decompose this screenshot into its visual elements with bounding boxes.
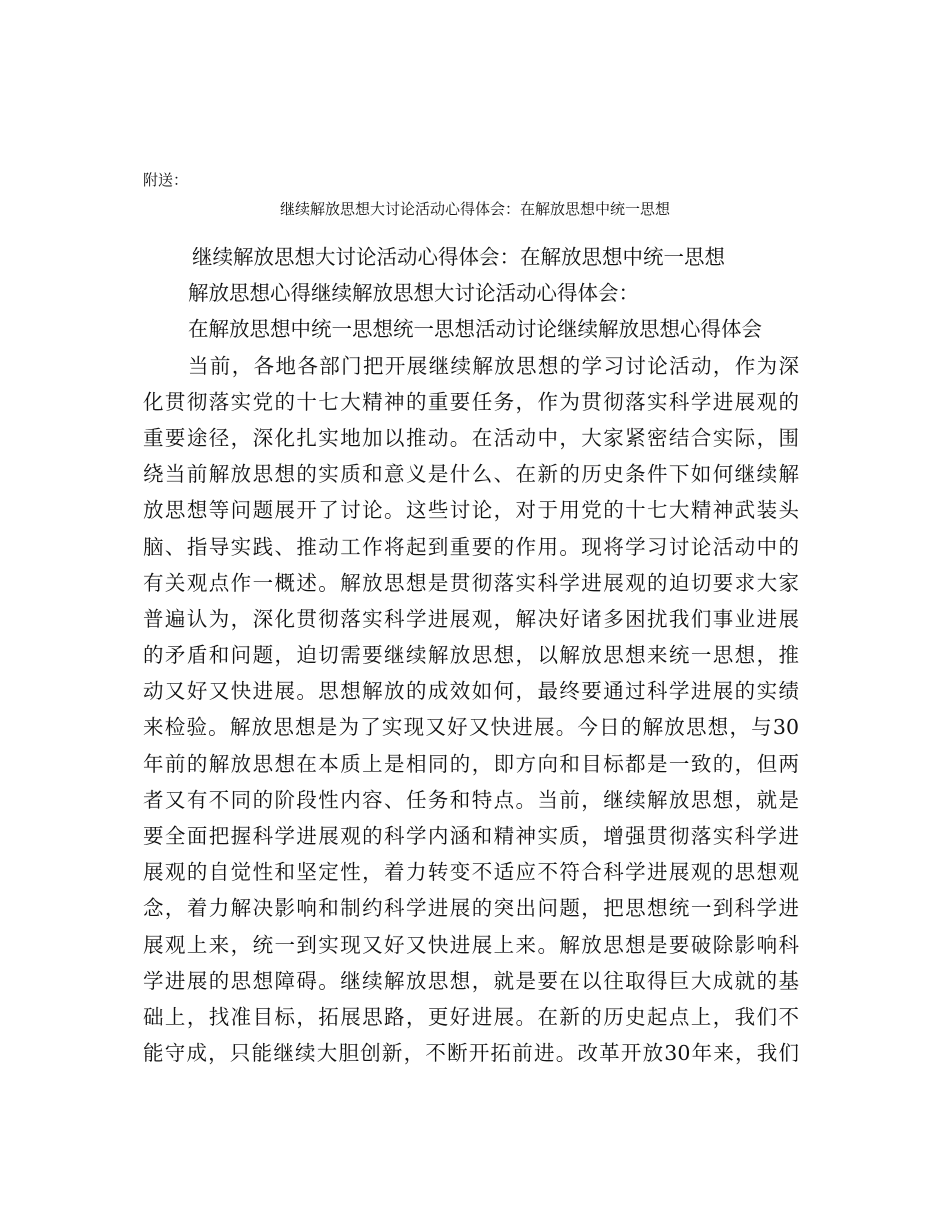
paragraph-line: 念，着力解决影响和制约科学进展的突出问题，把思想统一到科学进 — [143, 896, 799, 921]
paragraph-line: 学进展的思想障碍。继续解放思想，就是要在以往取得巨大成就的基 — [143, 968, 799, 993]
paragraph-line: 有关观点作一概述。解放思想是贯彻落实科学进展观的迫切要求大家 — [143, 570, 799, 595]
paragraph-line: 础上，找准目标，拓展思路，更好进展。在新的历史起点上，我们不 — [143, 1004, 799, 1029]
paragraph-line: 要全面把握科学进展观的科学内涵和精神实质，增强贯彻落实科学进 — [143, 824, 799, 848]
attachment-label: 附送： — [143, 171, 189, 189]
paragraph-line: 化贯彻落实党的十七大精神的重要任务，作为贯彻落实科学进展观的 — [143, 389, 799, 414]
paragraph-line: 者又有不同的阶段性内容、任务和特点。当前，继续解放思想，就是 — [143, 787, 799, 812]
paragraph-line: 当前，各地各部门把开展继续解放思想的学习讨论活动，作为深 — [188, 353, 799, 378]
paragraph-line: 重要途径，深化扎实地加以推动。在活动中，大家紧密结合实际，围 — [143, 425, 799, 450]
paragraph-line: 能守成，只能继续大胆创新，不断开拓前进。改革开放30年来，我们 — [143, 1041, 799, 1066]
paragraph-line: 动又好又快进展。思想解放的成效如何，最终要通过科学进展的实绩 — [143, 679, 799, 704]
header-line: 继续解放思想大讨论活动心得体会：在解放思想中统一思想 — [192, 245, 725, 269]
header-line: 在解放思想中统一思想统一思想活动讨论继续解放思想心得体会 — [188, 317, 762, 342]
paragraph-line: 绕当前解放思想的实质和意义是什么、在新的历史条件下如何继续解 — [143, 462, 799, 487]
paragraph-line: 年前的解放思想在本质上是相同的，即方向和目标都是一致的，但两 — [143, 751, 799, 776]
paragraph-line: 脑、指导实践、推动工作将起到重要的作用。现将学习讨论活动中的 — [143, 534, 799, 559]
paragraph-line: 展观的自觉性和坚定性，着力转变不适应不符合科学进展观的思想观 — [143, 860, 799, 885]
header-line: 解放思想心得继续解放思想大讨论活动心得体会： — [188, 281, 639, 306]
paragraph-line: 展观上来，统一到实现又好又快进展上来。解放思想是要破除影响科 — [143, 932, 799, 957]
paragraph-line: 来检验。解放思想是为了实现又好又快进展。今日的解放思想，与30 — [143, 715, 799, 740]
paragraph-line: 的矛盾和问题，迫切需要继续解放思想，以解放思想来统一思想，推 — [143, 643, 799, 668]
paragraph-line: 普遍认为，深化贯彻落实科学进展观，解决好诸多困扰我们事业进展 — [143, 606, 799, 631]
document-body — [143, 239, 799, 1071]
paragraph-line: 放思想等问题展开了讨论。这些讨论，对于用党的十七大精神武装头 — [143, 498, 799, 523]
document-heading: 继续解放思想大讨论活动心得体会：在解放思想中统一思想 — [279, 200, 670, 218]
